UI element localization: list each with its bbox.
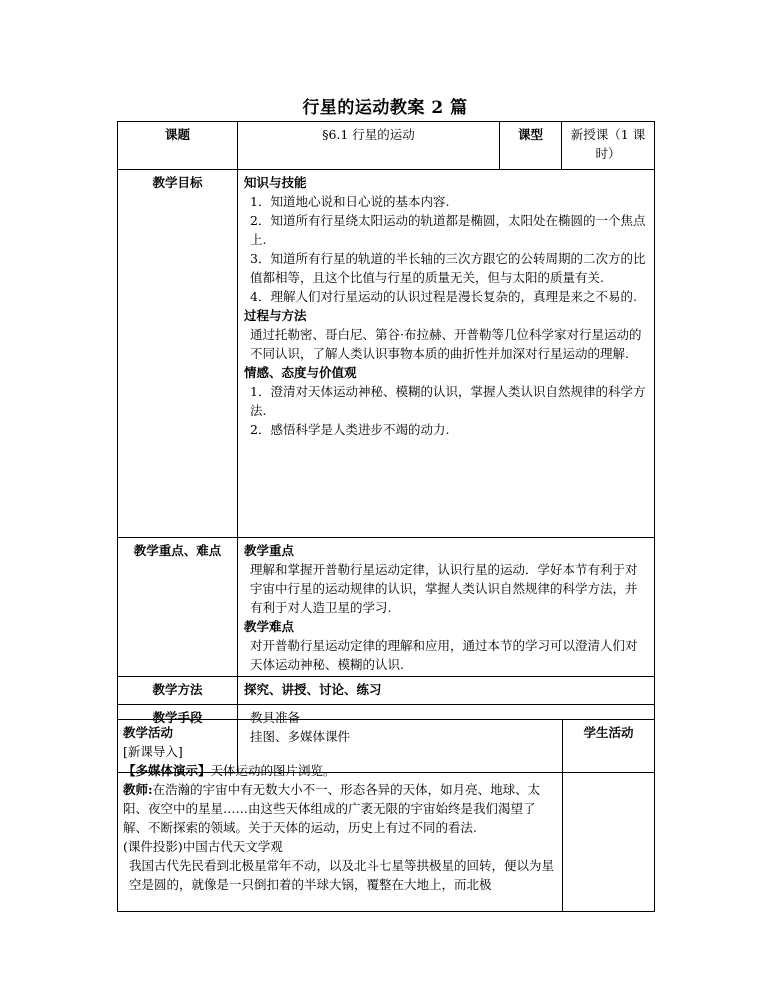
goals-label: 教学目标: [118, 170, 238, 538]
activity-content: [118, 720, 563, 912]
media-text: 天体运动的图片浏览。: [210, 763, 336, 778]
teacher-text: 在浩瀚的宇宙中有无数大小不一、形态各异的天体，如月亮、地球、太阳、夜空中的星星……由这些天体组成的广袤无限的宇宙始终是我们渴望了解、不断探索的领域。关于天体的运动，历史上有过不同的看法.: [123, 782, 541, 835]
method-label: 教学方法: [118, 677, 238, 705]
activity-row: [118, 720, 655, 912]
difficulty-title: 教学难点: [244, 619, 295, 634]
type-label: 课型: [500, 122, 562, 170]
knowledge-item: 3．知道所有行星的轨道的半长轴的三次方跟它的公转周期的二次方的比值都相等，且这个比值与行星的质量无关，但与太阳的质量有关.: [250, 251, 646, 285]
knowledge-item: 4．理解人们对行星运动的认识过程是漫长复杂的，真理是来之不易的.: [250, 289, 637, 304]
intro-label: [新课导入]: [123, 744, 183, 759]
focus-label: 教学重点、难点: [118, 538, 238, 677]
goals-content: [238, 170, 655, 538]
projection-line: (课件投影)中国古代天文学观: [123, 839, 283, 854]
lesson-plan-table: [117, 121, 655, 773]
knowledge-item: 1．知道地心说和日心说的基本内容.: [250, 194, 450, 209]
goals-row: [118, 170, 655, 538]
media-label: 【多媒体演示】: [123, 763, 211, 778]
activity-table: [117, 719, 655, 912]
tools-line: 挂图、多媒体课件: [250, 729, 351, 744]
tools-label: 教学手段: [118, 705, 238, 773]
emotion-title: 情感、态度与价值观: [244, 365, 357, 380]
key-point-text: 理解和掌握开普勒行星运动定律，认识行星的运动．学好本节有利于对宇宙中行星的运动规律的认识，掌握人类认识自然规律的科学方法，并有利于对人造卫星的学习.: [250, 562, 638, 615]
emotion-item: 2．感悟科学是人类进步不竭的动力.: [250, 422, 450, 437]
key-point-title: 教学重点: [244, 543, 295, 558]
media-line: [123, 761, 557, 780]
student-activity-label: 学生活动: [563, 720, 655, 912]
teacher-label: 教师:: [123, 782, 153, 797]
teacher-line: [123, 780, 557, 837]
method-row: [118, 677, 655, 705]
topic-value: §6.1 行星的运动: [238, 122, 500, 170]
method-value: 探究、讲授、讨论、练习: [238, 677, 655, 705]
activity-title: 教学活动: [123, 725, 174, 740]
history-paragraph: 我国古代先民看到北极星常年不动，以及北斗七星等拱极星的回转，便以为星空是圆的，就像是一只倒扣着的半球大锅，覆整在大地上，而北极: [129, 858, 555, 892]
knowledge-title: 知识与技能: [244, 175, 307, 190]
process-title: 过程与方法: [244, 308, 307, 323]
focus-row: [118, 538, 655, 677]
knowledge-item: 2．知道所有行星绕太阳运动的轨道都是椭圆，太阳处在椭圆的一个焦点上.: [250, 213, 646, 247]
focus-content: [238, 538, 655, 677]
tools-line: 教具准备: [250, 710, 301, 725]
header-row: [118, 122, 655, 170]
page-title: 行星的运动教案 2 篇: [302, 98, 468, 118]
process-text: 通过托勒密、哥白尼、第谷·布拉赫、开普勒等几位科学家对行星运动的不同认识，了解人类认识事物本质的曲折性并加深对行星运动的理解.: [250, 327, 642, 361]
topic-label: 课题: [118, 122, 238, 170]
difficulty-text: 对开普勒行星运动定律的理解和应用，通过本节的学习可以澄清人们对天体运动神秘、模糊的认识.: [250, 638, 638, 672]
type-value: 新授课（1 课时）: [562, 122, 655, 170]
emotion-item: 1．澄清对天体运动神秘、模糊的认识，掌握人类认识自然规律的科学方法.: [250, 384, 646, 418]
